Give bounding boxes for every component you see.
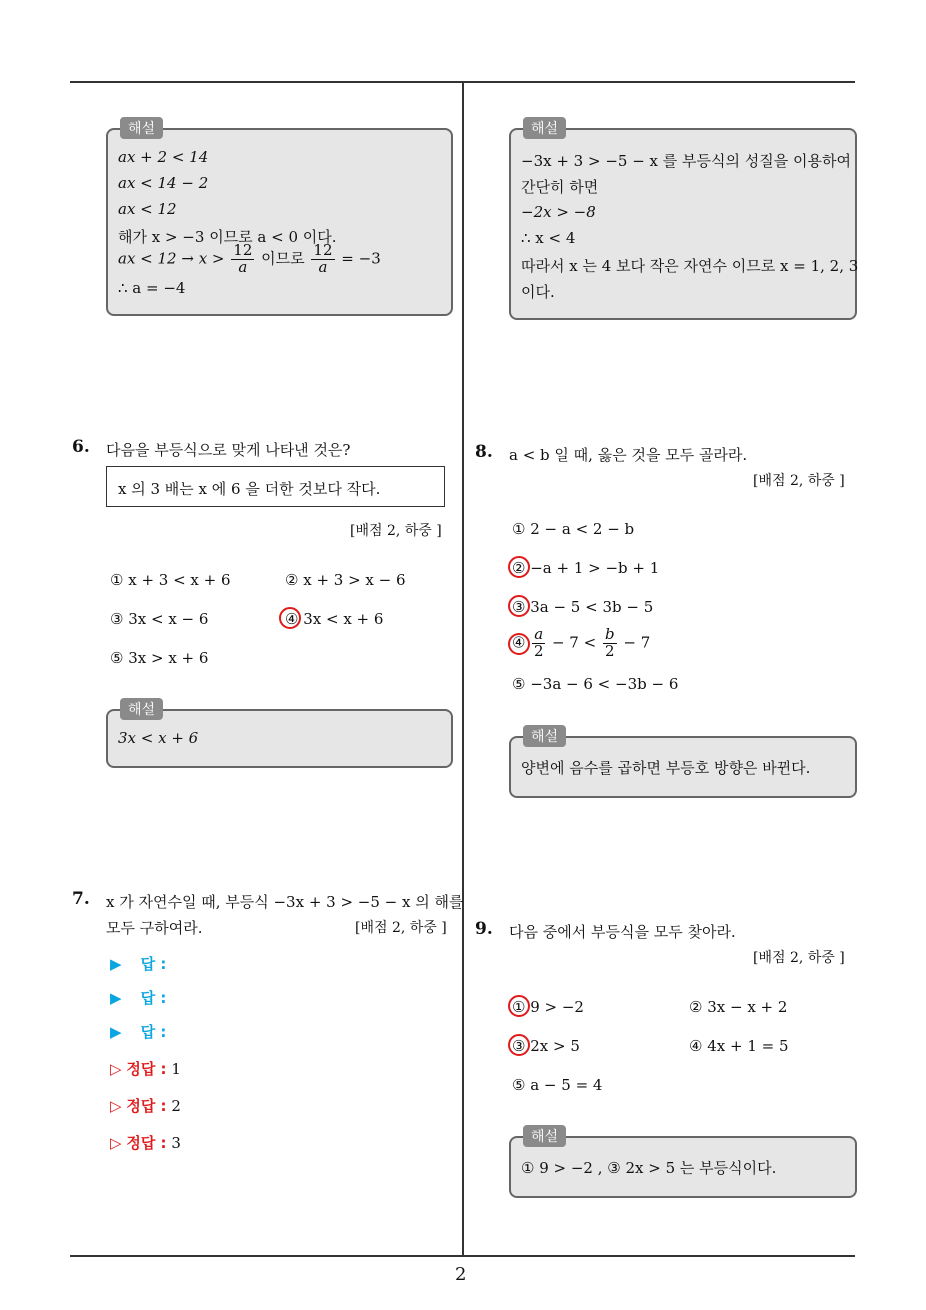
solution-tag: 해설 [120, 698, 163, 720]
condition-text: x 의 3 배는 x 에 6 을 더한 것보다 작다. [118, 480, 381, 498]
choice-3[interactable]: ③ 3x < x − 6 [110, 610, 209, 628]
solution-line: 3x < x + 6 [118, 729, 199, 747]
solution-line: −3x + 3 > −5 − x 를 부등식의 성질을 이용하여 [521, 152, 851, 170]
question-text: a < b 일 때, 옳은 것을 모두 골라라. [509, 446, 748, 464]
play-triangle-icon: ▶ [110, 989, 122, 1007]
solution-line: ax + 2 < 14 [118, 148, 209, 166]
score-label: [배점 2, 하중 ] [753, 950, 845, 966]
page-number: 2 [455, 1264, 467, 1285]
solution-tag: 해설 [523, 1125, 566, 1147]
correct-answer-row: ▷ 정답 : 1 [110, 1060, 181, 1078]
solution-line: ① 9 > −2 , ③ 2x > 5 는 부등식이다. [521, 1159, 777, 1177]
solution-line: 이다. [521, 283, 555, 301]
correct-answer-row: ▷ 정답 : 3 [110, 1134, 181, 1152]
solution-tag: 해설 [120, 117, 163, 139]
answer-row[interactable]: ▶ 답 : [110, 1023, 167, 1041]
question-number: 7. [72, 889, 90, 909]
solution-line: ∴ x < 4 [521, 229, 576, 247]
choice-1[interactable]: ① x + 3 < x + 6 [110, 571, 231, 589]
question-text: 다음을 부등식으로 맞게 나타낸 것은? [106, 441, 351, 459]
column-divider [462, 83, 464, 1256]
fraction: $\frac{12}{a}$ [313, 241, 333, 276]
outline-triangle-icon: ▷ [110, 1060, 122, 1078]
choice-3[interactable]: ③ 2x > 5 [512, 1037, 580, 1055]
outline-triangle-icon: ▷ [110, 1097, 122, 1115]
question-number: 6. [72, 437, 90, 457]
play-triangle-icon: ▶ [110, 1023, 122, 1041]
question-number: 9. [475, 919, 493, 939]
score-label: [배점 2, 하중 ] [350, 523, 442, 539]
choice-2[interactable]: ② x + 3 > x − 6 [285, 571, 406, 589]
choice-1[interactable]: ① 9 > −2 [512, 998, 584, 1016]
outline-triangle-icon: ▷ [110, 1134, 122, 1152]
correct-answer-row: ▷ 정답 : 2 [110, 1097, 181, 1115]
choice-2[interactable]: ② −a + 1 > −b + 1 [512, 559, 660, 577]
solution-line: 따라서 x 는 4 보다 작은 자연수 이므로 x = 1, 2, 3 [521, 257, 859, 275]
fraction: $\frac{12}{a}$ [233, 241, 253, 276]
choice-5[interactable]: ⑤ 3x > x + 6 [110, 649, 209, 667]
solution-line: 해가 x > −3 이므로 a < 0 이다. [118, 228, 337, 246]
choice-1[interactable]: ① 2 − a < 2 − b [512, 520, 635, 538]
solution-line: ∴ a = −4 [118, 279, 186, 297]
choice-4[interactable]: ④ 3x < x + 6 [285, 610, 384, 628]
solution-line: 양변에 음수를 곱하면 부등호 방향은 바뀐다. [521, 759, 811, 777]
fraction: $\frac{b}{2}$ [604, 625, 615, 660]
solution-tag: 해설 [523, 725, 566, 747]
bottom-rule [70, 1255, 855, 1257]
fraction: $\frac{a}{2}$ [533, 625, 544, 660]
question-text: x 가 자연수일 때, 부등식 −3x + 3 > −5 − x 의 해를 [106, 893, 464, 911]
choice-4[interactable]: ④ 4x + 1 = 5 [689, 1037, 789, 1055]
score-label: [배점 2, 하중 ] [753, 473, 845, 489]
choice-4[interactable]: ④ $\frac{a}{2}$ − 7 < $\frac{b}{2}$ − 7 [512, 625, 651, 660]
solution-line: −2x > −8 [521, 203, 596, 221]
solution-line: 간단히 하면 [521, 178, 599, 196]
question-text: 모두 구하여라. [106, 919, 203, 937]
solution-tag: 해설 [523, 117, 566, 139]
choice-3[interactable]: ③ 3a − 5 < 3b − 5 [512, 598, 654, 616]
choice-5[interactable]: ⑤ a − 5 = 4 [512, 1076, 603, 1094]
solution-line: ax < 12 [118, 200, 177, 218]
play-triangle-icon: ▶ [110, 955, 122, 973]
question-number: 8. [475, 442, 493, 462]
choice-2[interactable]: ② 3x − x + 2 [689, 998, 788, 1016]
score-label: [배점 2, 하중 ] [355, 920, 447, 936]
solution-line: ax < 14 − 2 [118, 174, 209, 192]
answer-row[interactable]: ▶ 답 : [110, 989, 167, 1007]
choice-5[interactable]: ⑤ −3a − 6 < −3b − 6 [512, 675, 679, 693]
solution-line-fraction: ax < 12 → x > $\frac{12}{a}$ 이므로 $\frac{12}{a}$ = −3 [118, 241, 381, 276]
answer-row[interactable]: ▶ 답 : [110, 955, 167, 973]
question-text: 다음 중에서 부등식을 모두 찾아라. [509, 923, 736, 941]
